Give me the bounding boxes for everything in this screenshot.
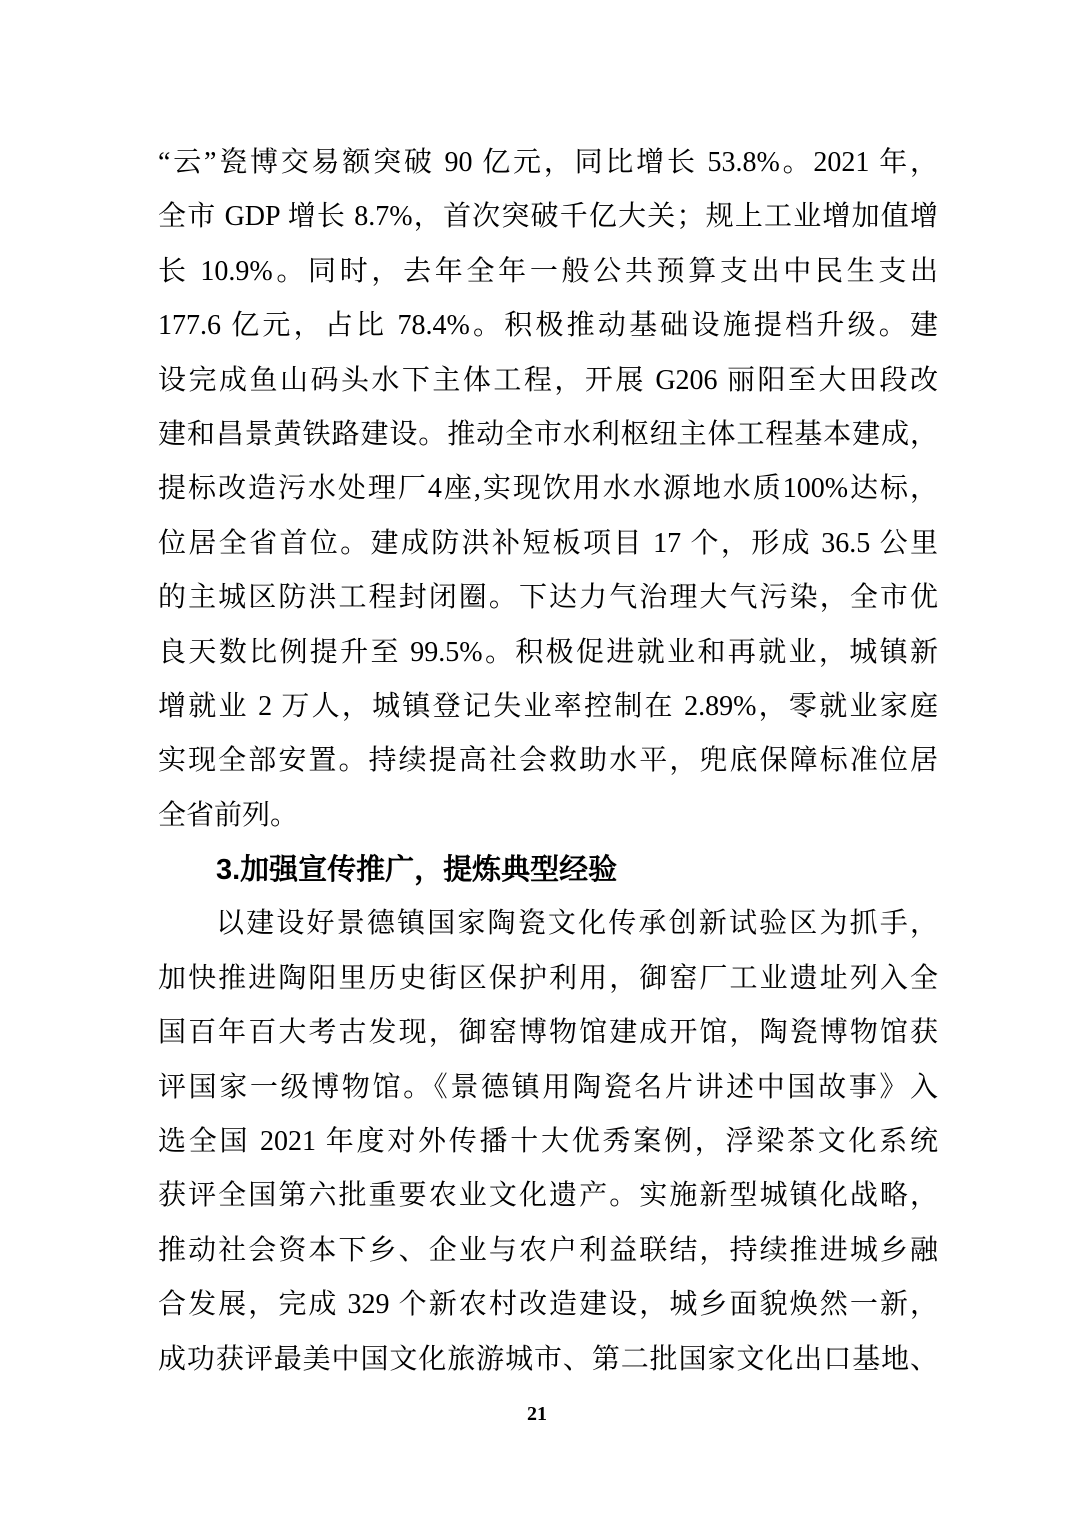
text-line: 设完成鱼山码头水下主体工程，开展 G206 丽阳至大田段改: [158, 364, 938, 396]
text-line: 的主城区防洪工程封闭圈。下达力气治理大气污染，全市优: [158, 582, 938, 614]
text-line: 实现全部安置。持续提高社会救助水平，兜底保障标准位居: [158, 745, 938, 777]
text-line: 增就业 2 万人，城镇登记失业率控制在 2.89%，零就业家庭: [158, 690, 938, 722]
text-line: 长 10.9%。同时，去年全年一般公共预算支出中民生支出: [158, 255, 938, 287]
text-line: 推动社会资本下乡、企业与农户利益联结，持续推进城乡融: [158, 1234, 938, 1266]
paragraph-achievements: [158, 136, 938, 843]
text-line: 全市 GDP 增长 8.7%，首次突破千亿大关；规上工业增加值增: [158, 201, 938, 233]
text-line: 国百年百大考古发现，御窑博物馆建成开馆，陶瓷博物馆获: [158, 1017, 938, 1049]
page-number: 21: [527, 1403, 547, 1425]
text-line: 位居全省首位。建成防洪补短板项目 17 个，形成 36.5 公里: [158, 527, 938, 559]
text-line: 合发展，完成 329 个新农村改造建设，城乡面貌焕然一新，: [158, 1289, 938, 1321]
text-line: 提标改造污水处理厂4座,实现饮用水水源地水质100%达标，: [158, 473, 938, 505]
section-heading: 3.加强宣传推广，提炼典型经验: [216, 854, 618, 887]
text-line: 建和昌景黄铁路建设。推动全市水利枢纽主体工程基本建成，: [158, 418, 938, 450]
text-line: 加快推进陶阳里历史街区保护利用，御窑厂工业遗址列入全: [158, 962, 938, 994]
text-line: 获评全国第六批重要农业文化遗产。实施新型城镇化战略，: [158, 1180, 938, 1212]
paragraph-promotion: [158, 897, 938, 1387]
text-line: 评国家一级博物馆。《景德镇用陶瓷名片讲述中国故事》入: [158, 1071, 938, 1103]
text-line: 以建设好景德镇国家陶瓷文化传承创新试验区为抓手，: [216, 908, 938, 940]
text-line: 成功获评最美中国文化旅游城市、第二批国家文化出口基地、: [158, 1343, 938, 1375]
text-line: “云”瓷博交易额突破 90 亿元，同比增长 53.8%。2021 年，: [158, 147, 938, 178]
text-line: 良天数比例提升至 99.5%。积极促进就业和再就业，城镇新: [158, 636, 938, 668]
text-line: 全省前列。: [158, 799, 299, 831]
text-line: 选全国 2021 年度对外传播十大优秀案例，浮梁茶文化系统: [158, 1126, 938, 1158]
text-line: 177.6 亿元，占比 78.4%。积极推动基础设施提档升级。建: [158, 310, 938, 342]
body-text: [158, 136, 938, 1387]
